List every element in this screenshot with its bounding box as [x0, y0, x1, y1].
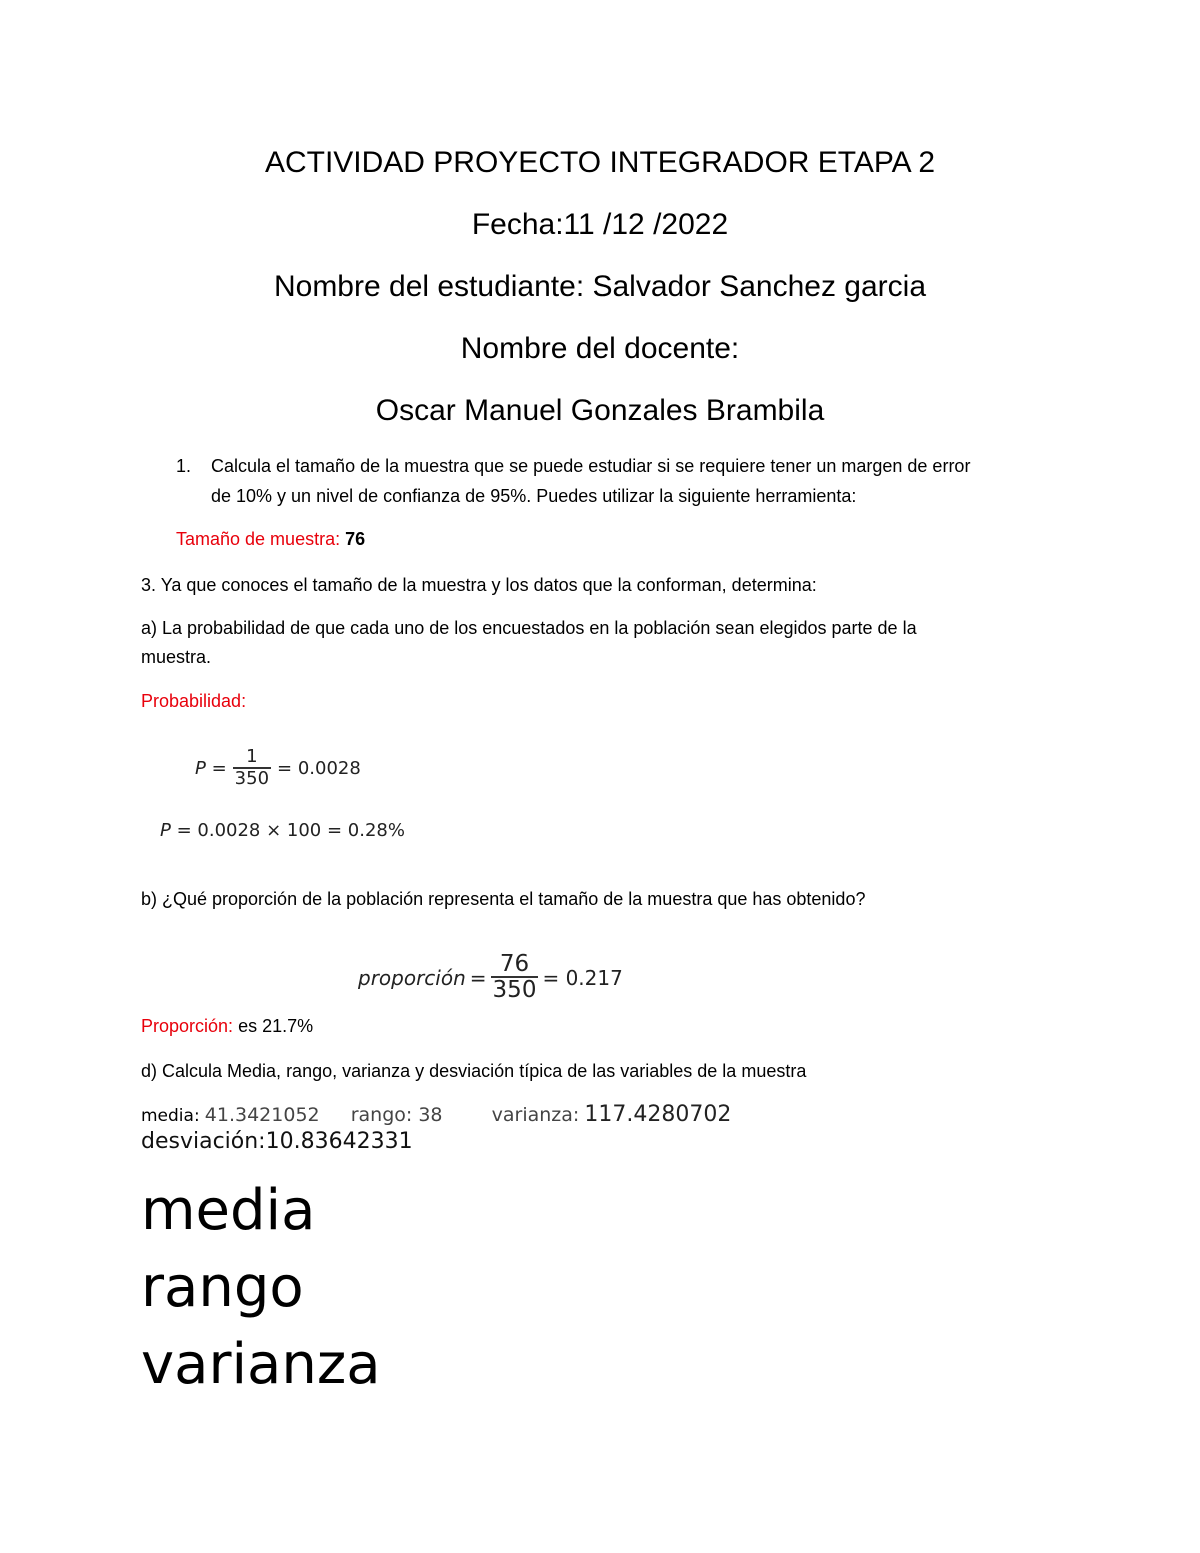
eq1-rhs: = 0.0028 [277, 757, 361, 779]
eq2-lhs: P [160, 820, 171, 841]
big-word-media: media [141, 1178, 316, 1243]
sample-size-answer [176, 529, 365, 550]
proportion-equation [358, 952, 623, 1003]
student-name-line: Nombre del estudiante: Salvador Sanchez garcia [273, 270, 927, 303]
teacher-name: Oscar Manuel Gonzales Brambila [375, 394, 825, 427]
q3a-line2: muestra. [141, 647, 212, 667]
media-label: media: [141, 1106, 200, 1126]
proportion-label: Proporción: [141, 1016, 234, 1036]
sample-size-value: 76 [345, 529, 366, 549]
date-line: Fecha:11 /12 /2022 [471, 208, 729, 241]
eq3-fraction [491, 952, 539, 1003]
sample-size-label: Tamaño de muestra: [176, 529, 341, 549]
eq2-rhs: = 0.0028 × 100 = 0.28% [176, 820, 405, 841]
eq1-denominator: 350 [234, 767, 270, 789]
probability-label: Probabilidad: [141, 691, 247, 711]
varianza-label: varianza: [491, 1104, 580, 1126]
stats-line [141, 1102, 731, 1127]
probability-percent-equation [160, 820, 405, 841]
q3-intro: 3. Ya que conoces el tamaño de la muestra y los datos que la conforman, determina: [141, 575, 817, 595]
eq1-lhs: P = [195, 757, 227, 779]
eq3-lhs: proporción [358, 965, 466, 990]
q1-number: 1. [176, 456, 192, 476]
q1-line2: de 10% y un nivel de confianza de 95%. Puedes utilizar la siguiente herramienta: [211, 486, 857, 506]
q3d-text: d) Calcula Media, rango, varianza y desviación típica de las variables de la muestra [141, 1061, 807, 1081]
media-value: 41.3421052 [204, 1104, 320, 1126]
big-word-varianza: varianza [141, 1332, 381, 1397]
q1-line1: Calcula el tamaño de la muestra que se puede estudiar si se requiere tener un margen de error [211, 456, 971, 476]
eq1-numerator: 1 [246, 746, 258, 767]
q3a-line1: a) La probabilidad de que cada uno de los encuestados en la población sean elegidos parte de la [141, 618, 917, 638]
proportion-answer [141, 1016, 313, 1037]
big-word-rango: rango [141, 1255, 304, 1320]
eq3-rhs: = 0.217 [542, 965, 623, 990]
q3b-text: b) ¿Qué proporción de la población representa el tamaño de la muestra que has obtenido? [141, 889, 866, 909]
eq3-denominator: 350 [492, 977, 537, 1004]
eq3-numerator: 76 [499, 951, 530, 977]
teacher-label: Nombre del docente: [460, 332, 740, 365]
desviacion-line: desviación:10.83642331 [141, 1129, 413, 1154]
eq3-equals: = [469, 965, 487, 990]
eq1-fraction [233, 748, 271, 789]
proportion-value: es 21.7% [238, 1016, 314, 1036]
document-title: ACTIVIDAD PROYECTO INTEGRADOR ETAPA 2 [264, 146, 936, 179]
varianza-value: 117.4280702 [584, 1102, 732, 1127]
rango-value: rango: 38 [350, 1104, 443, 1126]
probability-equation [195, 748, 361, 789]
